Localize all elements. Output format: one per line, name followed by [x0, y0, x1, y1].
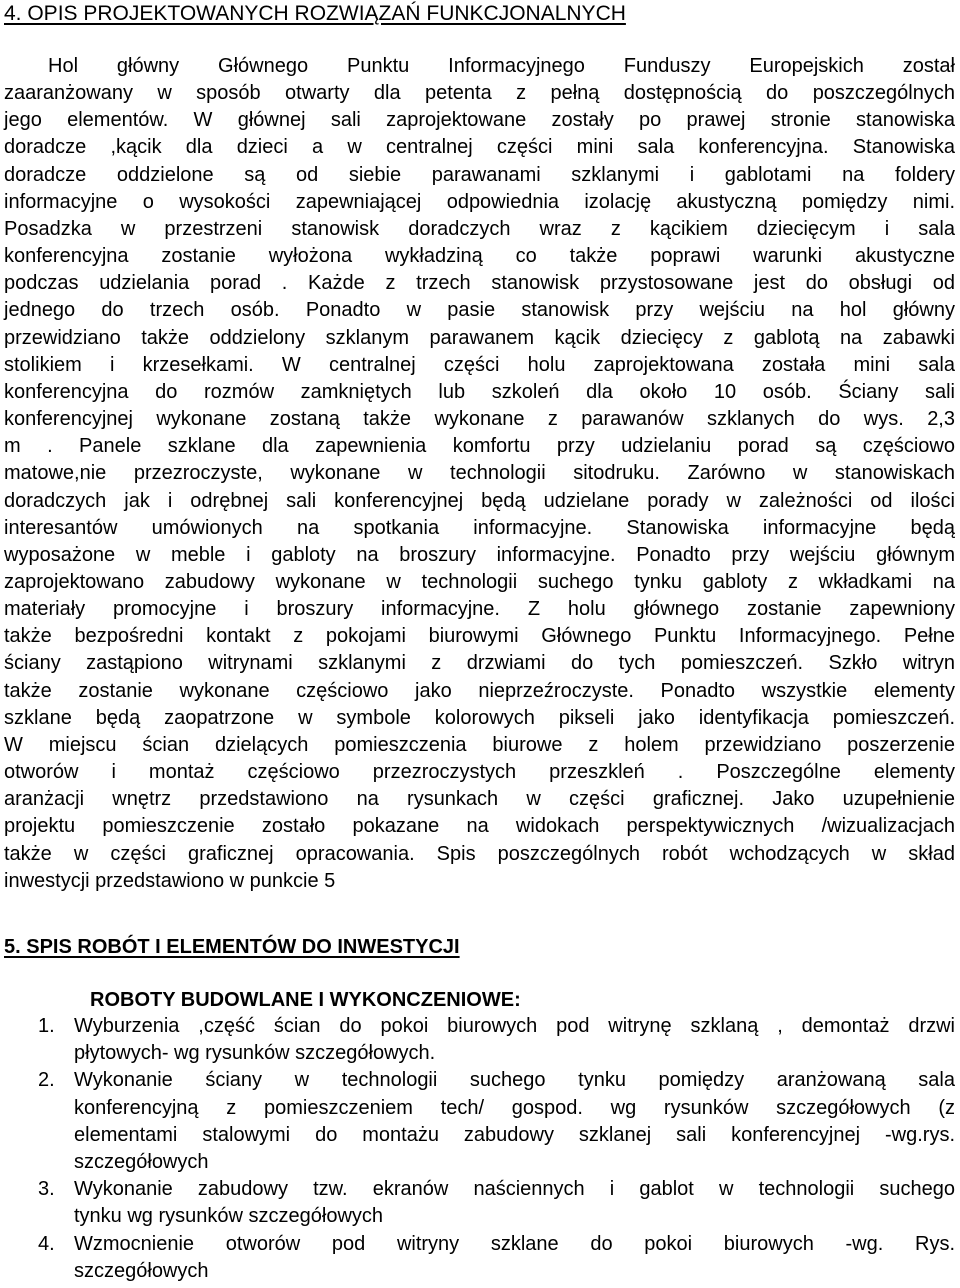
body-line: także zostanie wykonane częściowo jako nieprzeźroczyste. Ponadto wszystkie elementy: [4, 679, 955, 702]
body-line: otworów i montaż częściowo przezroczystych przeszkleń . Poszczególne elementy: [4, 761, 955, 784]
body-line: podczas udzielania porad . Każde z trzech stanowisk przystosowane jest do obsługi od: [4, 272, 955, 295]
list-item-line: elementami stalowymi do montażu zabudowy szklanej sali konferencyjnej -wg.rys.: [74, 1123, 955, 1146]
list-item-line: Wykonanie ściany w technologii suchego tynku pomiędzy aranżowaną sala: [74, 1069, 955, 1092]
body-line: projektu pomieszczenie zostało pokazane na widokach perspektywicznych /wizualizacjach: [4, 815, 955, 838]
works-subheading: ROBOTY BUDOWLANE I WYKONCZENIOWE:: [90, 989, 521, 1011]
list-item-line: tynku wg rysunków szczegółowych: [74, 1205, 384, 1228]
body-line: aranżacji wnętrz przedstawiono na rysunkach w części graficznej. Jako uzupełnienie: [4, 788, 955, 811]
body-line: konferencyjna zostanie wyłożona wykładziną co także poprawi warunki akustyczne: [4, 245, 955, 268]
body-line: doradcze oddzielone są od siebie parawanami szklanymi i gablotami na foldery: [4, 163, 955, 186]
works-list: [4, 1013, 955, 1285]
body-line: doradczych jak i odrębnej sali konferencyjnej będą udzielane porady w zależności od ilości: [4, 489, 955, 512]
body-line: także w części graficznej opracowania. Spis poszczególnych robót wchodzących w skład: [4, 842, 955, 865]
body-line: wyposażone w meble i gabloty na broszury informacyjne. Ponadto przy wejściu głównym: [4, 543, 955, 566]
body-line: stolikiem i krzesełkami. W centralnej części holu zaprojektowana została mini sala: [4, 353, 955, 376]
body-line: jednego do trzech osób. Ponadto w pasie stanowisk przy wejściu na hol główny: [4, 299, 955, 322]
section-5-heading: 5. SPIS ROBÓT I ELEMENTÓW DO INWESTYCJI: [4, 936, 460, 958]
body-line: przewidziano także oddzielony szklanym parawanem kącik dziecięcy z gablotą na zabawki: [4, 326, 955, 349]
section-4-heading: 4. OPIS PROJEKTOWANYCH ROZWIĄZAŃ FUNKCJONALNYCH: [4, 2, 626, 25]
list-item: [4, 1067, 955, 1176]
body-line: Hol główny Głównego Punktu Informacyjnego Funduszy Europejskich został: [48, 55, 955, 77]
list-item-line: płytowych- wg rysunków szczegółowych.: [74, 1042, 436, 1065]
list-item-number: 3.: [38, 1178, 55, 1201]
list-item-line: Wyburzenia ,część ścian do pokoi biurowych pod witrynę szklaną , demontaż drzwi: [74, 1015, 955, 1037]
list-item-line: szczegółowych: [74, 1151, 209, 1174]
list-item-line: konferencyjną z pomieszczeniem tech/ gospod. wg rysunków szczegółowych (z: [74, 1096, 955, 1119]
body-line: zaaranżowany w sposób otwarty dla petenta z pełną dostępnością do poszczególnych: [4, 82, 955, 105]
body-line: W miejscu ścian dzielących pomieszczenia biurowe z holem przewidziano poszerzenie: [4, 733, 955, 756]
list-item-line: Wzmocnienie otworów pod witryny szklane do pokoi biurowych -wg. Rys.: [74, 1232, 955, 1255]
body-line: m . Panele szklane dla zapewnienia komfortu przy udzielaniu porad są częściowo: [4, 435, 955, 458]
body-line: materiały promocyjne i broszury informacyjne. Z holu głównego zostanie zapewniony: [4, 598, 955, 621]
section-4-body: [4, 53, 955, 895]
list-item: [4, 1176, 955, 1230]
body-line: matowe,nie przezroczyste, wykonane w technologii sitodruku. Zarówno w stanowiskach: [4, 462, 955, 485]
body-line: inwestycji przedstawiono w punkcie 5: [4, 869, 336, 892]
list-item: [4, 1013, 955, 1067]
list-item-number: 4.: [38, 1232, 55, 1255]
body-line: szklane będą zaopatrzone w symbole kolorowych pikseli jako identyfikacja pomieszczeń.: [4, 706, 955, 729]
list-item-line: szczegółowych: [74, 1259, 209, 1282]
list-item-number: 1.: [38, 1015, 55, 1037]
body-line: ściany zastąpiono witrynami szklanymi z drzwiami do tych pomieszczeń. Szkło witryn: [4, 652, 955, 675]
body-line: jego elementów. W głównej sali zaprojektowane zostały po prawej stronie stanowiska: [4, 109, 955, 132]
body-line: konferencyjnej wykonane zostaną także wykonane z parawanów szklanych do wys. 2,3: [4, 408, 955, 431]
list-item: [4, 1231, 955, 1285]
body-line: zaprojektowano zabudowy wykonane w technologii suchego tynku gabloty z wkładkami na: [4, 570, 955, 593]
body-line: informacyjne o wysokości zapewniającej odpowiednia izolację akustyczną pomiędzy nimi.: [4, 190, 955, 213]
body-line: konferencyjna do rozmów zamkniętych lub szkoleń dla około 10 osób. Ściany sali: [4, 380, 955, 403]
list-item-line: Wykonanie zabudowy tzw. ekranów naściennych i gablot w technologii suchego: [74, 1178, 955, 1201]
body-line: interesantów umówionych na spotkania informacyjne. Stanowiska informacyjne będą: [4, 516, 955, 539]
body-line: także bezpośredni kontakt z pokojami biurowymi Głównego Punktu Informacyjnego. Pełne: [4, 625, 955, 648]
body-line: Posadzka w przestrzeni stanowisk doradczych wraz z kącikiem dziecięcym i sala: [4, 217, 955, 240]
list-item-number: 2.: [38, 1069, 55, 1092]
body-line: doradcze ,kącik dla dzieci a w centralnej części mini sala konferencyjna. Stanowiska: [4, 136, 955, 159]
